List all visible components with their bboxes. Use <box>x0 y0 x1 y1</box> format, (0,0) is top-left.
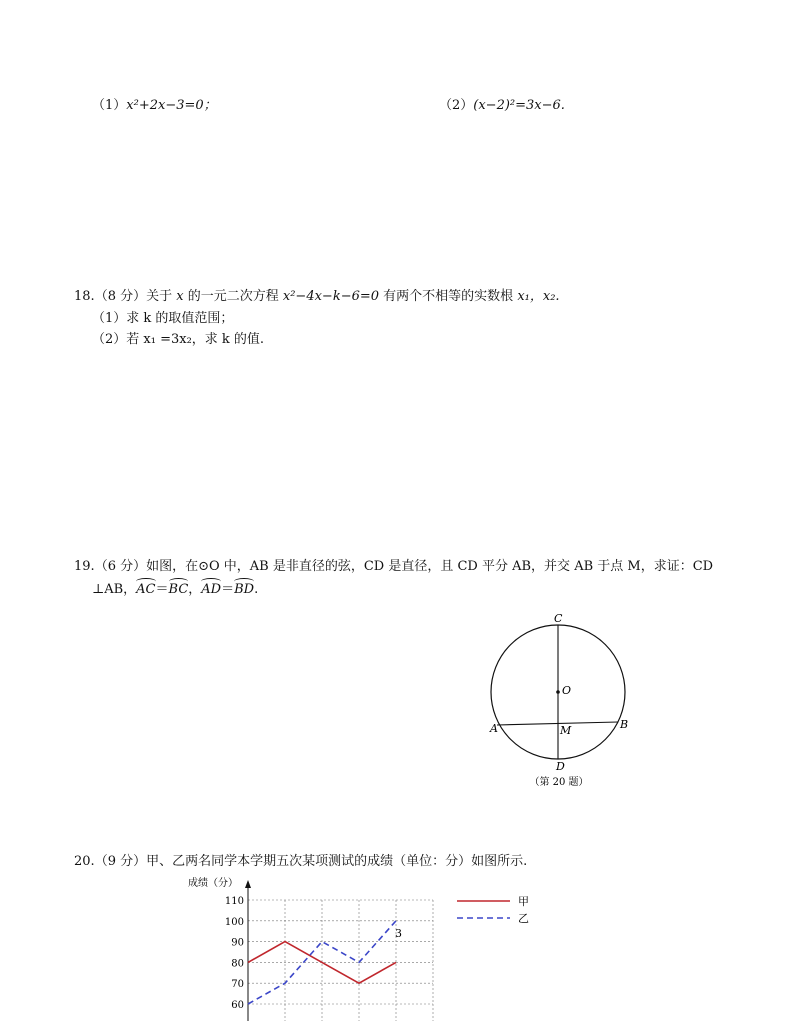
circle-figure <box>480 610 640 795</box>
y-tick-100: 100 <box>224 916 244 928</box>
q18-points: （8 分） <box>94 289 147 304</box>
q19-stem-line2: ⊥AB，AC＝BC，AD＝BD. <box>92 582 259 597</box>
y-tick-110: 110 <box>224 896 244 907</box>
q19-number: 19. <box>74 559 95 574</box>
y-tick-90: 90 <box>231 937 244 949</box>
label-a: A <box>490 722 498 735</box>
label-m: M <box>560 724 572 737</box>
chart-annotation: 3 <box>395 927 402 940</box>
q20-points: （9 分） <box>94 854 147 869</box>
score-line-chart <box>180 870 550 1021</box>
arc-ad: AD <box>201 582 222 597</box>
chart-grid <box>248 900 433 1021</box>
q18-sub1: （1）求 k 的取值范围； <box>92 311 234 326</box>
arc-bd: BD <box>234 582 255 597</box>
q20-stem: 20.（9 分）甲、乙两名同学本学期五次某项测试的成绩（单位：分）如图所示. <box>74 854 528 869</box>
y-tick-60: 60 <box>231 1000 244 1011</box>
q18-stem: 18.（8 分）关于 x 的一元二次方程 x²−4x−k−6=0 有两个不相等的实数根 x₁，x₂. <box>74 289 560 304</box>
q19-points: （6 分） <box>94 559 147 574</box>
y-tick-80: 80 <box>231 958 244 970</box>
legend-label-yi: 乙 <box>518 912 529 925</box>
y-axis-label: 成绩（分） <box>188 878 238 889</box>
y-tick-70: 70 <box>231 979 244 991</box>
q18-equation: x²−4x−k−6=0 <box>282 289 380 304</box>
y-axis-arrow <box>245 880 251 888</box>
label-d: D <box>556 760 565 773</box>
legend-label-jia: 甲 <box>518 895 529 908</box>
label-c: C <box>554 612 563 625</box>
label-b: B <box>620 718 629 731</box>
q17-part1-equation: x²+2x−3=0； <box>126 98 217 113</box>
q20-number: 20. <box>74 854 95 869</box>
arc-bc: BC <box>168 582 189 597</box>
q18-sub2: （2）若 x₁ =3x₂，求 k 的值. <box>92 332 265 347</box>
chart-axes <box>245 880 251 1021</box>
q19-stem: 19.（6 分）如图，在⊙O 中，AB 是非直径的弦，CD 是直径，且 CD 平分 AB，并交 AB 于点 M，求证：CD <box>74 559 714 574</box>
q17-part2: （2）(x−2)²=3x−6. <box>439 98 565 113</box>
q17-part2-equation: (x−2)²=3x−6. <box>473 98 565 113</box>
q18-number: 18. <box>74 289 95 304</box>
figure-caption: （第 20 题） <box>529 777 589 788</box>
y-tick-labels <box>225 896 244 1021</box>
q17-part1: （1）x²+2x−3=0； <box>92 98 217 113</box>
label-o: O <box>562 684 572 697</box>
center-dot <box>556 690 560 694</box>
arc-ac: AC <box>136 582 156 597</box>
chart-legend <box>457 895 529 925</box>
